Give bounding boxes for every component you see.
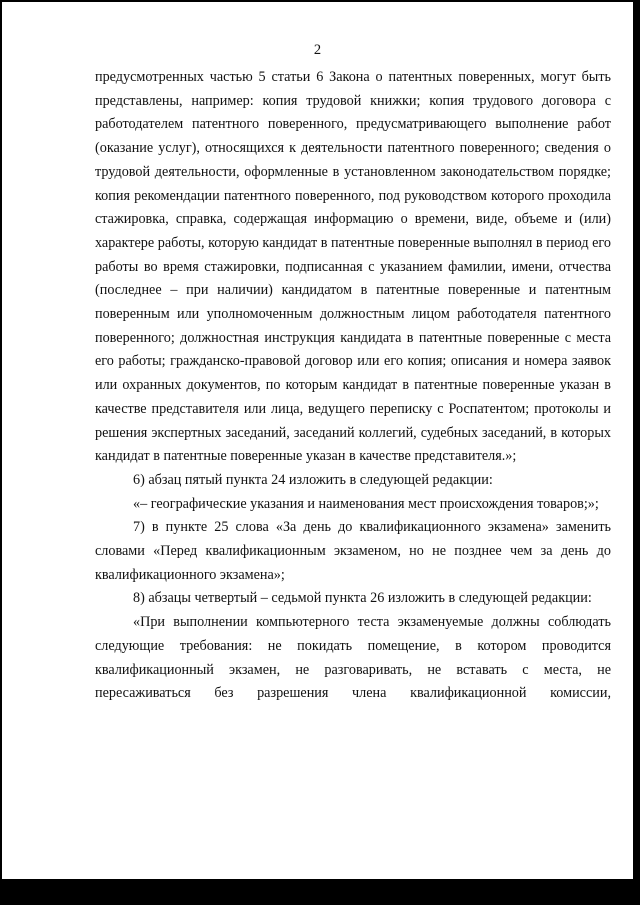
paragraph-geographic-indications: «– географические указания и наименования мест происхождения товаров;»; <box>133 495 599 512</box>
document-page <box>2 2 633 879</box>
paragraph-test-requirements: «При выполнении компьютерного теста экзаменуемые должны соблюдать следующие требования: не покидать помещение, в котором проводится квалификационный экзамен, не разговаривать, не вставать с места, не пересаживаться без разрешения члена квалификационной комиссии, <box>95 614 611 702</box>
paragraph-requirements-list: предусмотренных частью 5 статьи 6 Закона о патентных поверенных, могут быть представлены, например: копия трудовой книжки; копия трудового договора с работодателем патентного поверенного, предусматривающего выполнение работ (оказание услуг), относящихся к деятельности патентного поверенного; сведения о трудовой деятельности, оформленные в установленном законодательством порядке; копия рекомендации патентного поверенного, под руководством которого проходила стажировка, справка, содержащая информацию о времени, виде, объеме и (или) характере работы, которую кандидат в патентные поверенные выполнял в период его работы во время стажировки, подписанная с указанием фамилии, имени, отчества (последнее – при наличии) кандидатом в патентные поверенные и патентным поверенным или уполномоченным должностным лицом работодателя патентного поверенного; должностная инструкция кандидата в патентные поверенные с места его работы; гражданско-правовой договор или его копия; описания и номера заявок или охранных документов, по которым кандидат в патентные поверенные указан в качестве представителя или лица, ведущего переписку с Роспатентом; протоколы и решения экспертных заседаний, заседаний коллегий, судебных заседаний, в которых кандидат в патентные поверенные указан в качестве представителя.»; <box>95 69 611 465</box>
paragraph-item-8: 8) абзацы четвертый – седьмой пункта 26 изложить в следующей редакции: <box>133 590 592 607</box>
paragraph-item-7: 7) в пункте 25 слова «За день до квалификационного экзамена» заменить словами «Перед квалификационным экзаменом, но не позднее чем за день до квалификационного экзамена»; <box>95 519 611 583</box>
body-text <box>95 66 611 706</box>
scan-border <box>0 881 640 905</box>
page-number: 2 <box>313 42 322 58</box>
paragraph-item-6: 6) абзац пятый пункта 24 изложить в следующей редакции: <box>133 471 493 488</box>
